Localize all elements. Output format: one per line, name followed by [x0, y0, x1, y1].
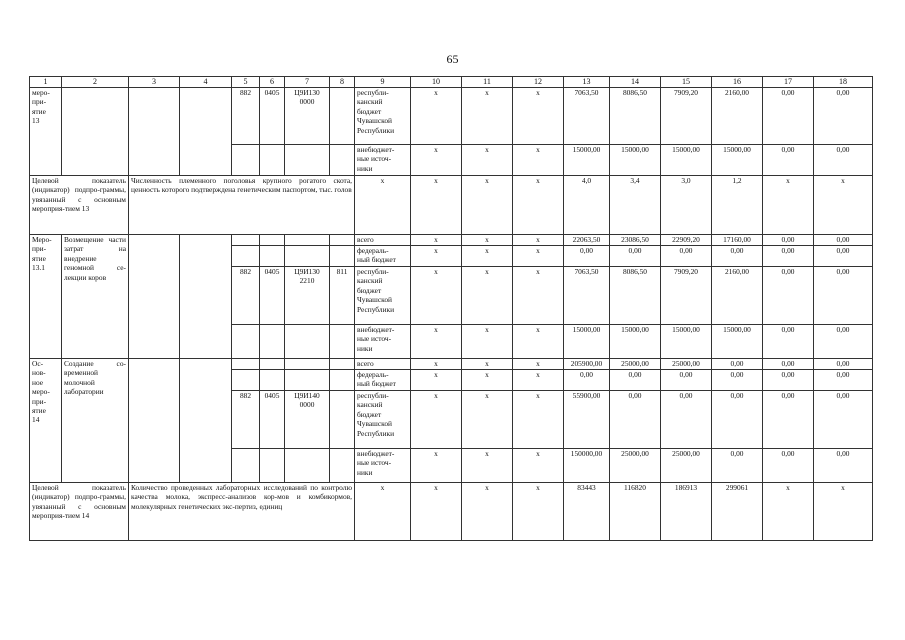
cell-code [232, 325, 260, 359]
cell-empty [129, 359, 180, 483]
cell-value: 4,0 [564, 176, 610, 235]
col-header: 8 [330, 77, 355, 88]
cell-x: х [513, 176, 564, 235]
funding-source: внебюджет- ные источ- ники [355, 449, 411, 483]
cell-empty [180, 88, 232, 176]
cell-value: 25000,00 [661, 359, 712, 370]
cell-value: 205900,00 [564, 359, 610, 370]
cell-value: 25000,00 [610, 359, 661, 370]
cell-code [260, 145, 285, 176]
cell-value: 7063,50 [564, 88, 610, 145]
cell-code [330, 359, 355, 370]
cell-x: х [462, 370, 513, 391]
col-header: 11 [462, 77, 513, 88]
cell-value: 0,00 [610, 391, 661, 449]
cell-value: 25000,00 [661, 449, 712, 483]
cell-value: 83443 [564, 483, 610, 541]
col-header: 5 [232, 77, 260, 88]
indicator-label: Целевой показатель (индикатор) подпро-граммы, увязанный с основным мероприя-тием 13 [30, 176, 129, 235]
cell-code [330, 246, 355, 267]
cell-value: 7909,20 [661, 88, 712, 145]
cell-x: х [462, 235, 513, 246]
cell-x: х [411, 449, 462, 483]
cell-value: 116820 [610, 483, 661, 541]
cell-x: х [462, 325, 513, 359]
cell-value: 0,00 [712, 391, 763, 449]
cell-value: 0,00 [763, 370, 814, 391]
cell-code [232, 235, 260, 246]
cell-value: 0,00 [763, 391, 814, 449]
cell-empty [180, 359, 232, 483]
cell-value: 0,00 [763, 246, 814, 267]
cell-x: х [411, 483, 462, 541]
cell-code [232, 246, 260, 267]
cell-value: 0,00 [763, 449, 814, 483]
cell-value: 0,00 [763, 235, 814, 246]
event-name: Возмещение части затрат на внедрение геномной се-лекции коров [62, 235, 129, 359]
event-label: Меро- при- ятие 13.1 [30, 235, 62, 359]
cell-value: 22063,50 [564, 235, 610, 246]
cell-x: х [814, 176, 873, 235]
cell-code [285, 145, 330, 176]
col-header: 17 [763, 77, 814, 88]
cell-value: 0,00 [763, 359, 814, 370]
cell-value: 17160,00 [712, 235, 763, 246]
cell-value: 0,00 [712, 449, 763, 483]
cell-x: х [513, 370, 564, 391]
cell-value: 0,00 [564, 370, 610, 391]
col-header: 1 [30, 77, 62, 88]
cell-code [330, 391, 355, 449]
indicator-row [30, 483, 873, 541]
cell-x: х [462, 145, 513, 176]
cell-value: 0,00 [712, 246, 763, 267]
cell-value: 0,00 [610, 246, 661, 267]
funding-source: всего [355, 235, 411, 246]
cell-value: 3,0 [661, 176, 712, 235]
cell-code: 0405 [260, 391, 285, 449]
cell-value: 0,00 [712, 370, 763, 391]
cell-value: 15000,00 [610, 325, 661, 359]
cell-value: 23086,50 [610, 235, 661, 246]
indicator-text: Численность племенного поголовья крупного рогатого скота, ценность которого подтверждена генетическим паспортом, тыс. голов [129, 176, 355, 235]
cell-code [260, 235, 285, 246]
cell-value: 8086,50 [610, 267, 661, 325]
cell-code: 882 [232, 391, 260, 449]
table-row [30, 88, 873, 145]
cell-value: 0,00 [661, 370, 712, 391]
cell-x: х [411, 391, 462, 449]
cell-value: 0,00 [712, 359, 763, 370]
cell-value: 0,00 [814, 145, 873, 176]
funding-source: республи- канский бюджет Чувашской Республики [355, 391, 411, 449]
table-row [30, 359, 873, 370]
cell-value: 15000,00 [712, 145, 763, 176]
cell-code [260, 325, 285, 359]
cell-x: х [411, 325, 462, 359]
cell-code [330, 449, 355, 483]
cell-value: 15000,00 [712, 325, 763, 359]
cell-value: 0,00 [814, 88, 873, 145]
cell-value: 1,2 [712, 176, 763, 235]
cell-code [330, 145, 355, 176]
cell-value: 15000,00 [661, 325, 712, 359]
cell-value: 7063,50 [564, 267, 610, 325]
cell-code [232, 449, 260, 483]
cell-code [260, 359, 285, 370]
cell-value: 15000,00 [661, 145, 712, 176]
event-label: меро- при- ятие 13 [30, 88, 62, 176]
table-row [30, 235, 873, 246]
cell-x: х [411, 176, 462, 235]
indicator-text: Количество проведенных лабораторных исследований по контролю качества молока, экспресс-анализов кор-мов и комбикормов, молекулярных генетических экс-пертиз, единиц [129, 483, 355, 541]
cell-empty [129, 88, 180, 176]
cell-x: х [513, 325, 564, 359]
cell-x: х [513, 483, 564, 541]
indicator-row [30, 176, 873, 235]
cell-value: 15000,00 [564, 145, 610, 176]
cell-x: х [411, 267, 462, 325]
cell-x: х [513, 235, 564, 246]
funding-source: республи- канский бюджет Чувашской Республики [355, 88, 411, 145]
cell-x: х [513, 267, 564, 325]
cell-x: х [462, 449, 513, 483]
cell-value: 0,00 [814, 391, 873, 449]
cell-x: х [513, 145, 564, 176]
cell-code [285, 325, 330, 359]
funding-source: федераль- ный бюджет [355, 246, 411, 267]
cell-value: 186913 [661, 483, 712, 541]
cell-value: 0,00 [564, 246, 610, 267]
col-header: 9 [355, 77, 411, 88]
cell-x: х [411, 145, 462, 176]
cell-x: х [411, 359, 462, 370]
col-header: 15 [661, 77, 712, 88]
cell-x: х [814, 483, 873, 541]
col-header: 2 [62, 77, 129, 88]
indicator-label: Целевой показатель (индикатор) подпро-граммы, увязанный с основным мероприя-тием 14 [30, 483, 129, 541]
funding-source: федераль- ный бюджет [355, 370, 411, 391]
cell-value: 3,4 [610, 176, 661, 235]
cell-code [330, 325, 355, 359]
cell-code [330, 235, 355, 246]
cell-code: Ц9И140 0000 [285, 391, 330, 449]
cell-code [330, 370, 355, 391]
cell-code [260, 246, 285, 267]
funding-source: внебюджет- ные источ- ники [355, 325, 411, 359]
cell-empty [180, 235, 232, 359]
cell-code [285, 246, 330, 267]
funding-source: республи- канский бюджет Чувашской Республики [355, 267, 411, 325]
cell-code: 0405 [260, 267, 285, 325]
cell-value: 7909,20 [661, 267, 712, 325]
cell-value: 22909,20 [661, 235, 712, 246]
cell-code [285, 370, 330, 391]
funding-source: всего [355, 359, 411, 370]
cell-x: х [513, 359, 564, 370]
col-header: 13 [564, 77, 610, 88]
cell-x: х [513, 449, 564, 483]
cell-value: 0,00 [763, 325, 814, 359]
cell-code: Ц9И130 0000 [285, 88, 330, 145]
cell-code [285, 235, 330, 246]
cell-x: х [462, 391, 513, 449]
col-header: 3 [129, 77, 180, 88]
col-header: 18 [814, 77, 873, 88]
cell-code: Ц9И130 2210 [285, 267, 330, 325]
cell-x: х [411, 246, 462, 267]
cell-x: х [513, 391, 564, 449]
col-header: 7 [285, 77, 330, 88]
cell-value: 15000,00 [564, 325, 610, 359]
cell-code: 882 [232, 88, 260, 145]
cell-value: 0,00 [661, 391, 712, 449]
cell-value: 0,00 [763, 88, 814, 145]
col-header: 14 [610, 77, 661, 88]
cell-code: 811 [330, 267, 355, 325]
cell-value: 0,00 [661, 246, 712, 267]
cell-value: 150000,00 [564, 449, 610, 483]
page-number: 65 [446, 52, 459, 66]
cell-code: 0405 [260, 88, 285, 145]
cell-code [232, 370, 260, 391]
cell-x: х [462, 176, 513, 235]
event-name: Создание со-временной молочной лаборатории [62, 359, 129, 483]
col-header: 12 [513, 77, 564, 88]
cell-value: 0,00 [814, 359, 873, 370]
cell-value: 2160,00 [712, 267, 763, 325]
cell-value: 0,00 [814, 449, 873, 483]
cell-x: х [513, 88, 564, 145]
cell-code [285, 359, 330, 370]
col-header: 4 [180, 77, 232, 88]
cell-x: х [355, 176, 411, 235]
cell-x: х [411, 370, 462, 391]
cell-value: 0,00 [610, 370, 661, 391]
cell-empty [129, 235, 180, 359]
cell-code [260, 370, 285, 391]
cell-value: 0,00 [763, 267, 814, 325]
cell-x: х [763, 483, 814, 541]
cell-value: 8086,50 [610, 88, 661, 145]
budget-table [29, 76, 873, 541]
cell-code [330, 88, 355, 145]
cell-value: 0,00 [814, 325, 873, 359]
cell-code: 882 [232, 267, 260, 325]
header-row [30, 77, 873, 88]
cell-value: 0,00 [814, 246, 873, 267]
event-label: Ос- нов- ное меро- при- ятие 14 [30, 359, 62, 483]
cell-x: х [462, 483, 513, 541]
cell-x: х [763, 176, 814, 235]
cell-code [285, 449, 330, 483]
cell-x: х [411, 235, 462, 246]
col-header: 10 [411, 77, 462, 88]
cell-value: 0,00 [814, 370, 873, 391]
cell-value: 2160,00 [712, 88, 763, 145]
cell-value: 55900,00 [564, 391, 610, 449]
cell-x: х [411, 88, 462, 145]
col-header: 6 [260, 77, 285, 88]
cell-code [260, 449, 285, 483]
cell-code [232, 359, 260, 370]
cell-value: 299061 [712, 483, 763, 541]
cell-x: х [462, 267, 513, 325]
funding-source: внебюджет- ные источ- ники [355, 145, 411, 176]
cell-x: х [355, 483, 411, 541]
cell-value: 0,00 [814, 267, 873, 325]
cell-x: х [513, 246, 564, 267]
cell-value: 0,00 [814, 235, 873, 246]
cell-code [232, 145, 260, 176]
cell-x: х [462, 246, 513, 267]
cell-value: 15000,00 [610, 145, 661, 176]
col-header: 16 [712, 77, 763, 88]
cell-empty [62, 88, 129, 176]
cell-value: 25000,00 [610, 449, 661, 483]
cell-value: 0,00 [763, 145, 814, 176]
cell-x: х [462, 359, 513, 370]
cell-x: х [462, 88, 513, 145]
